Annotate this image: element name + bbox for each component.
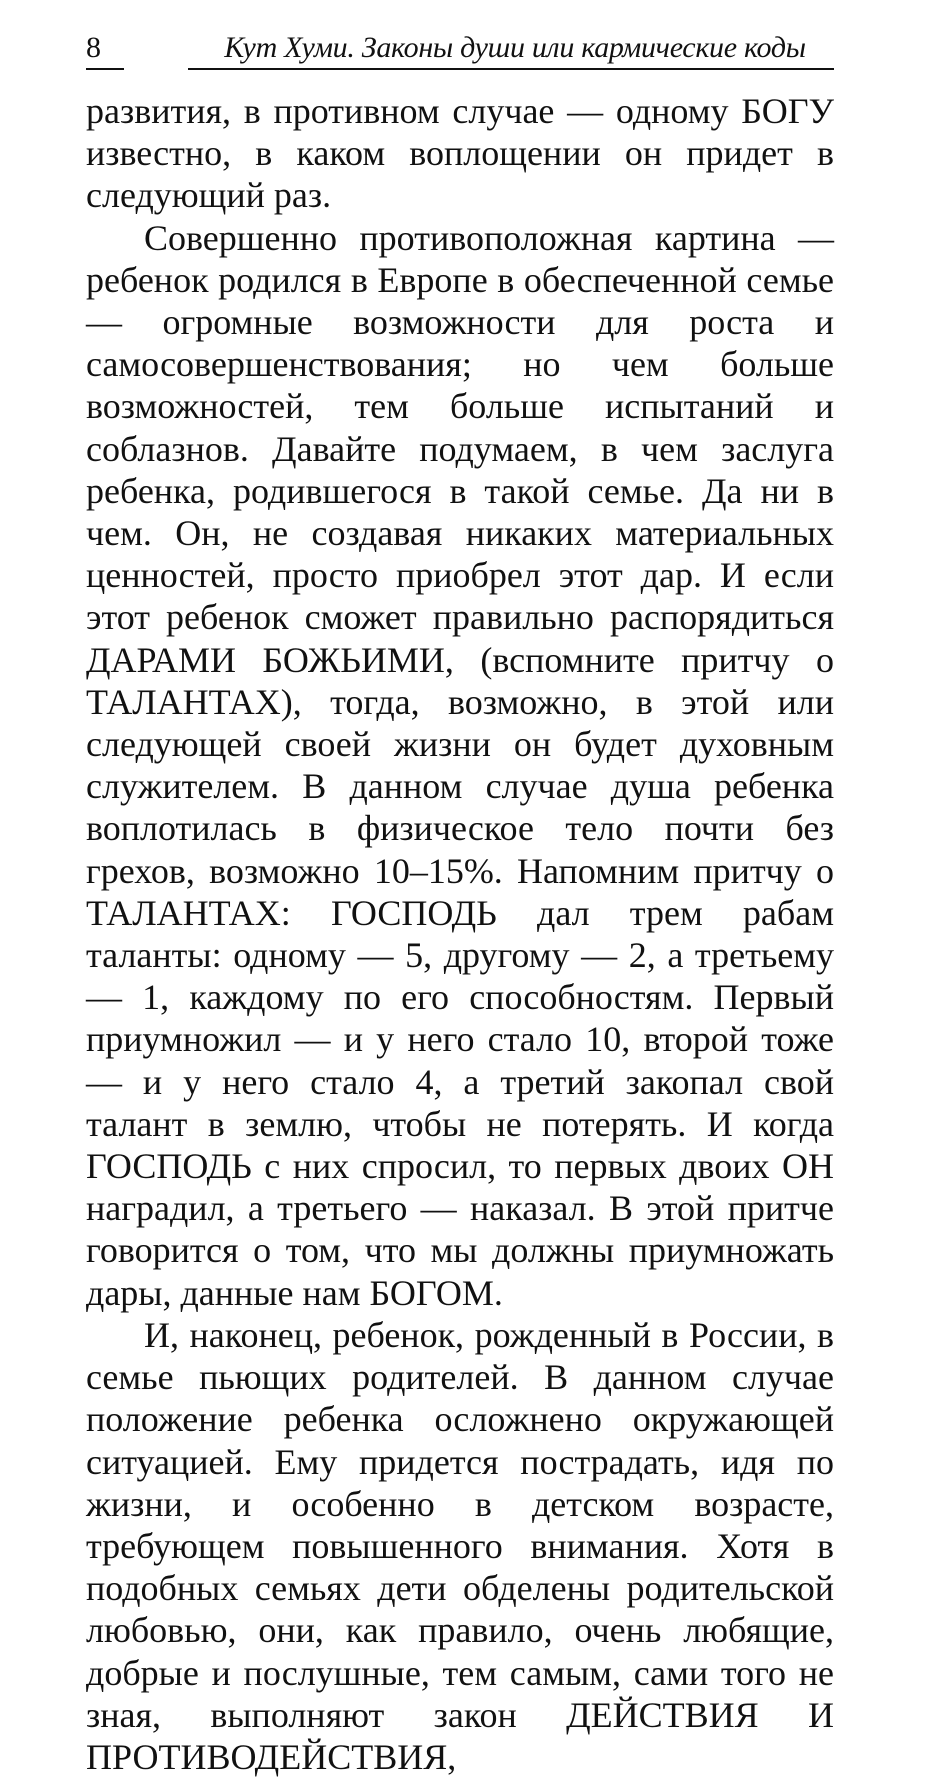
page-number-underline: [86, 68, 124, 70]
page-header: [86, 30, 834, 70]
paragraph-3: И, наконец, ребенок, рожденный в России, в семье пьющих родителей. В данном случае положение ребенка осложнено окружающей ситуацией. Ему придется пострадать, идя по жизни, и особенно в детском возрасте, требующем повышенного внимания. Хотя в подобных семьях дети обделены родительской любовью, они, как правило, очень любящие, добрые и послушные, тем самым, сами того не зная, выполняют закон ДЕЙСТВИЯ И ПРОТИВОДЕЙСТВИЯ,: [86, 1314, 834, 1777]
running-title: Кут Хуми. Законы души или кармические коды: [224, 31, 806, 64]
paragraph-1: развития, в противном случае — одному БОГУ известно, в каком воплощении он придет в следующий раз.: [86, 91, 834, 216]
body-text: [86, 90, 834, 1778]
paragraph-2: Совершенно противоположная картина — ребенок родился в Европе в обеспеченной семье — огромные возможности для роста и самосовершенствования; но чем больше возможностей, тем больше испытаний и соблазнов. Давайте подумаем, в чем заслуга ребенка, родившегося в такой семье. Да ни в чем. Он, не создавая никаких материальных ценностей, просто приобрел этот дар. И если этот ребенок сможет правильно распорядиться ДАРАМИ БОЖЬИМИ, (вспомните притчу о ТАЛАНТАХ), тогда, возможно, в этой или следующей своей жизни он будет духовным служителем. В данном случае душа ребенка воплотилась в физическое тело почти без грехов, возможно 10–15%. Напомним притчу о ТАЛАНТАХ: ГОСПОДЬ дал трем рабам таланты: одному — 5, другому — 2, а третьему — 1, каждому по его способностям. Первый приумножил — и у него стало 10, второй тоже — и у него стало 4, а третий закопал свой талант в землю, чтобы не потерять. И когда ГОСПОДЬ с них спросил, то первых двоих ОН наградил, а третьего — наказал. В этой притче говорится о том, что мы должны приумножать дары, данные нам БОГОМ.: [86, 217, 834, 1313]
page-number: 8: [86, 31, 101, 64]
header-rule: [188, 68, 834, 70]
